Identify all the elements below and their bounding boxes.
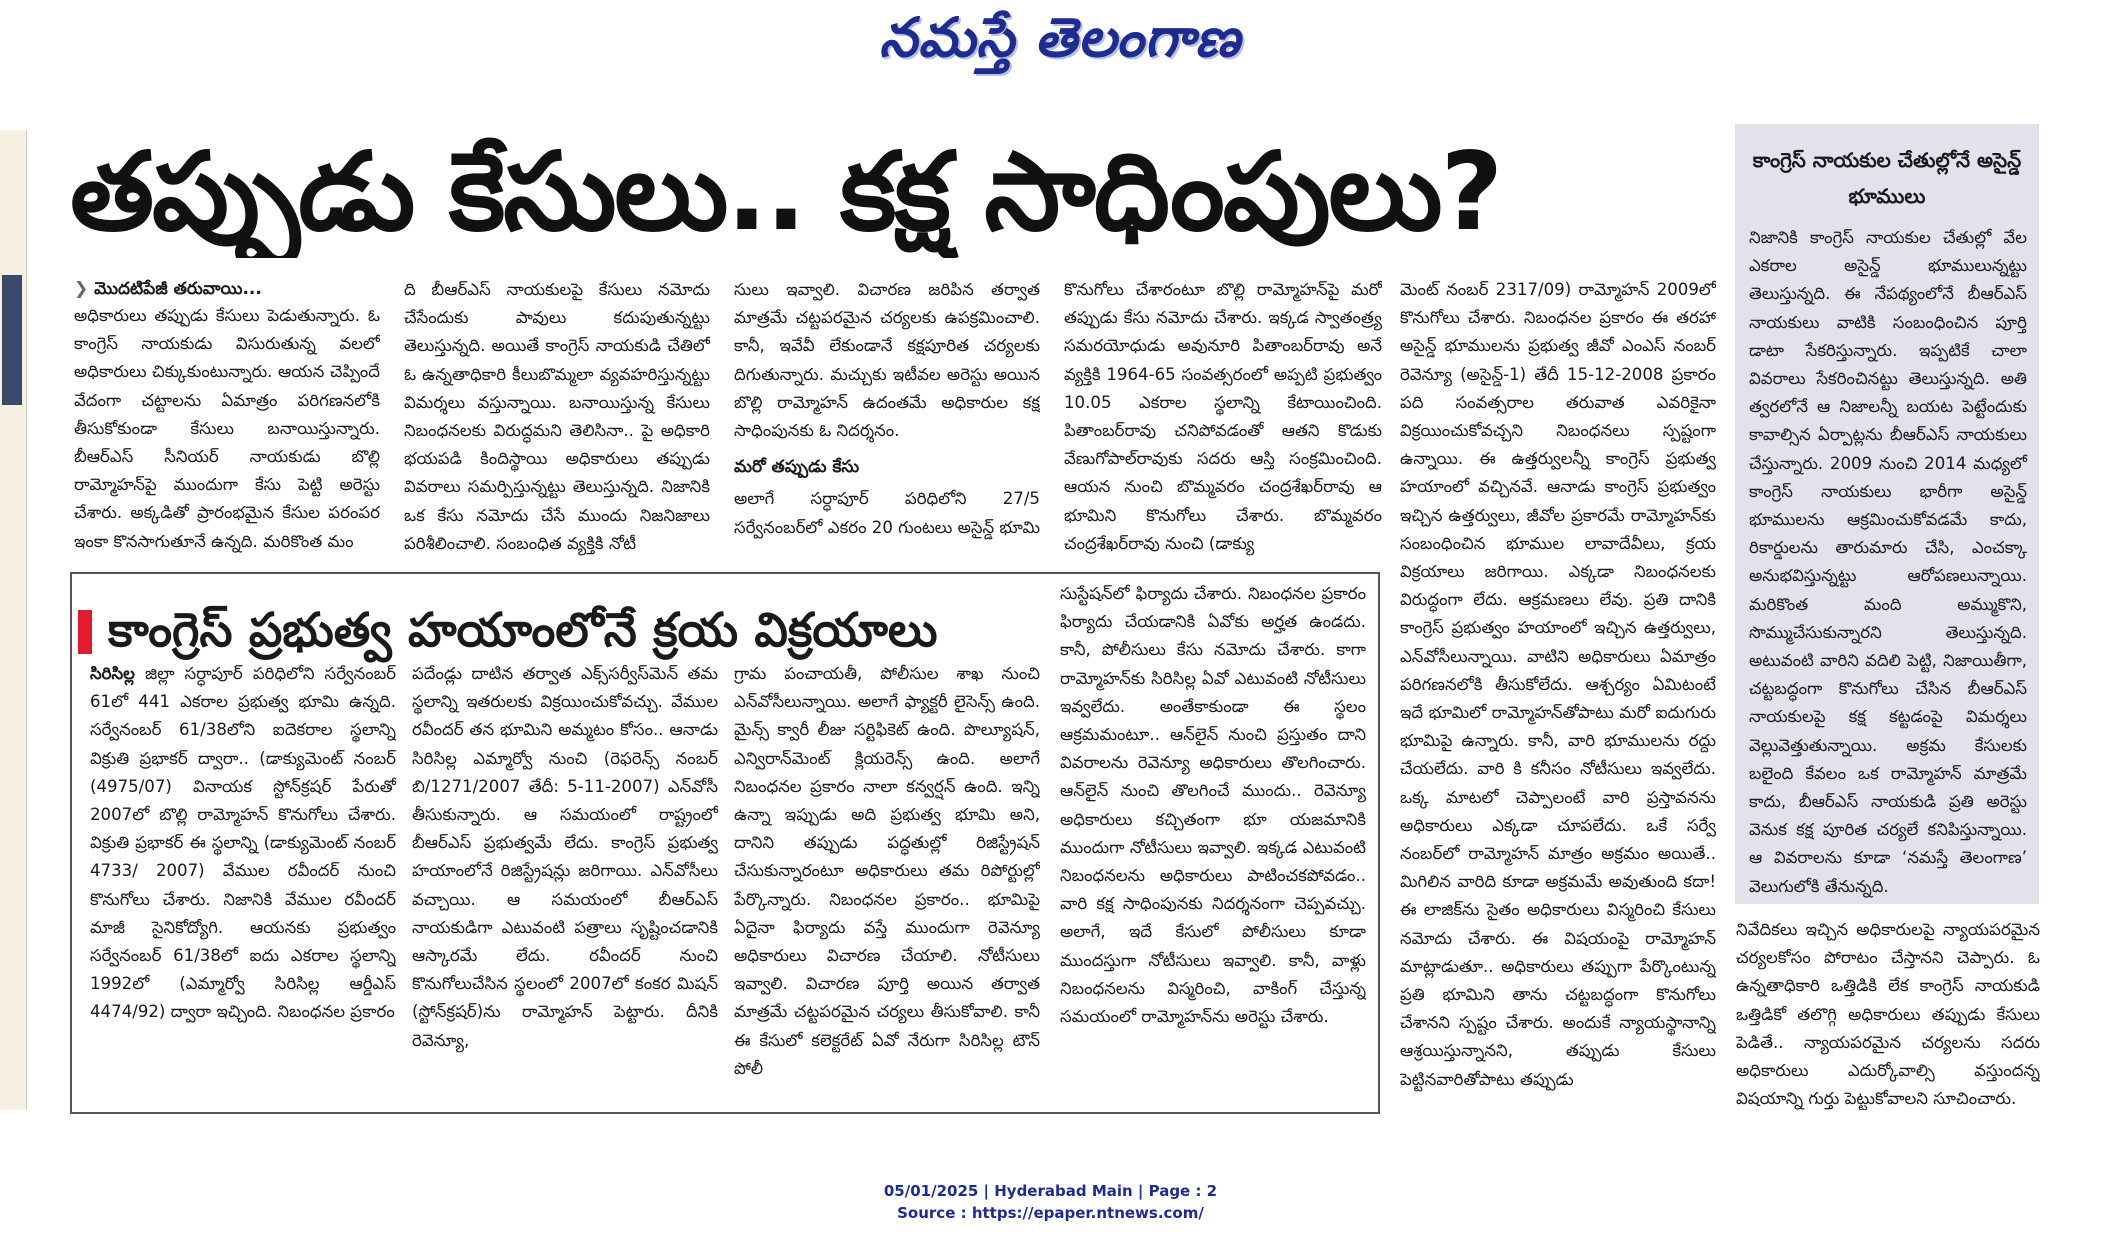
footer-date-line: 05/01/2025 | Hyderabad Main | Page : 2 (883, 1182, 1218, 1200)
footer-source-line: Source : https://epaper.ntnews.com/ (897, 1204, 1204, 1222)
box-column-2 (412, 660, 718, 1100)
box-text-1 (90, 660, 396, 1027)
box-text-4: సుస్టేషన్‌లో ఫిర్యాదు చేశారు. నిబంధనల ప్రకారం ఫిర్యాదు చేయడానికి ఏవోకు అర్హత ఉండదు. కానీ, పోలీసులు కేసు నమోదు చేశారు. కాగా రామ్మోహన్‌కు సిరిసిల్ల ఏవో ఎటువంటి నోటీసులు ఇవ్వలేదు. అంతేకాకుండా ఈ స్థలం ఆక్రమమంటూ.. ఆన్‌లైన్ నుంచి ప్రస్తుతం దాని వివరాలను రెవెన్యూ అధికారులు తొలగించారు. ఆన్‌లైన్ నుంచి తొలగించే ముందు.. రెవెన్యూ అధికారులు కచ్చితంగా భూ యజమానికి ముందుగా నోటీసులు ఇవ్వాలి. ఇక్కడ ఎటువంటి నిబంధనలను అధికారులు పాటించకపోవడం.. వారి కక్ష సాధింపునకు నిదర్శనంగా చెప్పవచ్చు. అలాగే, ఇదే కేసులో పోలీసులు కూడా ముందస్తుగా నోటీసులు ఇవ్వాలి. కానీ, వాళ్లు నిబంధనలను విస్మరించి, వాకింగ్ చేస్తున్న సమయంలో రామ్మోహన్‌ను అరెస్టు చేశారు. (1060, 584, 1366, 1027)
box-text-1-body: జిల్లా సర్ధాపూర్ పరిధిలోని సర్వేనంబర్ 61లో 441 ఎకరాల ప్రభుత్వ భూమి ఉన్నది. సర్వేనంబర్ 61/38లోని ఐదెకరాల స్థలాన్ని విక్రుతి ప్రభాకర్ ద్వారా.. (డాక్యుమెంట్ నంబర్ (4975/07) వినాయక స్టోన్‌క్రషర్ పేరుతో 2007లో బొల్లి రామ్మోహన్ కొనుగోలు చేశారు. విక్రుతి ప్రభాకర్ ఈ స్థలాన్ని (డాక్యుమెంట్ నంబర్ 4733/ 2007) వేముల రవీందర్ నుంచి కొనుగోలు చేశారు. నిజానికి వేముల రవీందర్ మాజీ సైనికోద్యోగి. ఆయనకు ప్రభుత్వం సర్వేనంబర్ 61/38లో ఐదు ఎకరాల స్థలాన్ని 1992లో (ఎమ్మార్వో సిరిసిల్ల ఆర్డీఎస్ 4474/92) ద్వారా ఇచ్చింది. నిబంధనల ప్రకారం (90, 664, 396, 1022)
left-edge-photo (2, 275, 22, 405)
left-edge-strip (0, 130, 27, 1110)
masthead-logo: నమస్తే తెలంగాణ (879, 5, 1241, 69)
jump-line: ❯ మొదటిపేజీ తరువాయి... (74, 276, 380, 302)
story-column-2 (404, 276, 710, 566)
subhead: మరో తప్పుడు కేసు (734, 457, 860, 478)
box-text-2: పదేండ్లు దాటిన తర్వాత ఎక్స్‌సర్వీస్‌మెన్ తమ స్థలాన్ని ఇతరులకు విక్రయించుకోవచ్చు. వేముల రవీందర్ తన భూమిని అమ్మటం కోసం.. ఆనాడు సిరిసిల్ల ఎమ్మార్వో నుంచి (రెఫరెన్స్ నంబర్ బి/1271/2007 తేదీ: 5-11-2007) ఎన్‌వోసీ తీసుకున్నారు. ఆ సమయంలో రాష్ట్రంలో బీఆర్ఎస్ ప్రభుత్వమే లేదు. కాంగ్రెస్ ప్రభుత్వ హయాంలోనే రిజిస్ట్రేషన్లు జరిగాయి. ఎన్‌వోసీలు వచ్చాయి. ఆ సమయంలో బీఆర్ఎస్ నాయకుడిగా ఎటువంటి పత్రాలు సృష్టించడానికి ఆస్కారమే లేదు. రవీందర్ నుంచి కొనుగోలుచేసిన స్థలంలో 2007లో కంకర మిషన్ (స్టోన్‌క్రషర్)ను రామ్మోహన్ పెట్టారు. దీనికి రెవెన్యూ, (412, 664, 718, 1050)
box-lead-word: సిరిసిల్ల (90, 664, 135, 683)
footer (0, 1180, 2101, 1224)
story-text-4: కొనుగోలు చేశారంటూ బొల్లి రామ్మోహన్‌పై మరో తప్పుడు కేసు నమోదు చేశారు. ఇక్కడ స్వాతంత్ర్య సమరయోధుడు అవునూరి పితాంబర్‌రావు అనే వ్యక్తికి 1964-65 సంవత్సరంలో అప్పటి ప్రభుత్వం 10.05 ఎకరాల స్థలాన్ని కేటాయించింది. పితాంబర్‌రావు చనిపోవడంతో ఆతని కొడుకు వేణుగోపాల్‌రావుకు సదరు ఆస్తి సంక్రమించింది. ఆయన నుంచి బొమ్మవరం చంద్రశేఖర్‌రావు ఆ భూమిని కొనుగోలు చేశారు. బొమ్మవరం చంద్రశేఖర్‌రావు నుంచి (డాక్యు (1064, 280, 1382, 553)
sidebar-title: కాంగ్రెస్ నాయకుల చేతుల్లోనే అసైన్డ్ భూములు (1752, 148, 2022, 208)
story-column-1 (74, 276, 380, 566)
sidebar-body: నిజానికి కాంగ్రెస్ నాయకుల చేతుల్లో వేల ఎకరాల అసైన్డ్ భూములున్నట్టు తెలుస్తున్నది. ఈ నేపథ్యంలోనే బీఆర్ఎస్ నాయకులు వాటికి సంబంధించిన పూర్తి డాటా సేకరిస్తున్నారు. ఇప్పటికే చాలా వివరాలు సేకరించినట్టు తెలుస్తున్నది. అతి త్వరలోనే ఆ నిజాలన్నీ బయట పెట్టేందుకు కావాల్సిన ఏర్పాట్లను బీఆర్ఎస్ నాయకులు చేస్తున్నారు. 2009 నుంచి 2014 మధ్యలో కాంగ్రెస్ నాయకులు భారీగా అసైన్డ్ భూములను ఆక్రమించుకోవడమే కాదు, రికార్డులను తారుమారు చేసి, ఎంచక్కా అనుభవిస్తున్నట్టు ఆరోపణలున్నాయి. మరికొంత మంది అమ్ముకొని, సొమ్ముచేసుకున్నారని తెలుస్తున్నది. అటువంటి వారిని వదిలి పెట్టి, నిజాయితీగా, చట్టబద్ధంగా కొనుగోలు చేసిన బీఆర్ఎస్ నాయకులపై కక్ష కట్టడంపై విమర్శలు వెల్లువెత్తుతున్నాయి. అక్రమ కేసులకు బలైంది కేవలం ఒక రామ్మోహన్ మాత్రమే కాదు, బీఆర్ఎస్ నాయకుడి ప్రతి అరెస్టు వెనుక కక్ష పూరిత చర్యలే కనిపిస్తున్నాయి. ఆ వివరాలను కూడా ‘నమస్తే తెలంగాణ’ వెలుగులోకి తేనున్నది. (1749, 228, 2027, 896)
story-text-3: సులు ఇవ్వాలి. విచారణ జరిపిన తర్వాత మాత్రమే చట్టపరమైన చర్యలకు ఉపక్రమించాలి. కానీ, ఇవేవీ లేకుండానే కక్షపూరిత చర్యలకు దిగుతున్నారు. మచ్చుకు ఇటీవల అరెస్టు అయిన బొల్లి రామ్మోహన్ ఉదంతమే అధికారుల కక్ష సాధింపునకు ఓ నిదర్శనం. (734, 280, 1040, 441)
box-column-1 (90, 660, 396, 1100)
headline: తప్పుడు కేసులు.. కక్ష సాధింపులు? (70, 130, 1502, 255)
accent-bar (78, 610, 92, 654)
masthead (800, 5, 1320, 80)
sidebar-box (1735, 124, 2039, 904)
story-text-3b: అలాగే సర్ధాపూర్ పరిధిలోని 27/5 సర్వేనంబర్‌లో ఎకరం 20 గుంటలు అసైన్డ్ భూమి (734, 489, 1040, 537)
story-column-4 (1064, 276, 1382, 566)
story-text-6: నివేదికలు ఇచ్చిన అధికారులపై న్యాయపరమైన చర్యలకోసం పోరాటం చేస్తానని చెప్పారు. ఓ ఉన్నతాధికారి ఒత్తిడికి లేక కాంగ్రెస్ నాయకుడి ఒత్తిడికో తలొగ్గి అధికారులు తప్పుడు కేసులు పెడితే.. న్యాయపరమైన చర్యలను సదరు అధికారులు ఎదుర్కోవాల్సి వస్తుందన్న విషయాన్ని గుర్తు పెట్టుకోవాలని సూచించారు. (1736, 920, 2040, 1109)
story-text-1: అధికారులు తప్పుడు కేసులు పెడుతున్నారు. ఓ కాంగ్రెస్ నాయకుడు విసురుతున్న వలలో అధికారులు చిక్కుకుంటున్నారు. ఆయన చెప్పిందే వేదంగా చట్టాలను ఏమాత్రం పరిగణనలోకి తీసుకోకుండా కేసులు బనాయిస్తున్నారు. బీఆర్ఎస్ సీనియర్ నాయకుడు బొల్లి రామ్మోహన్‌పై ముందుగా కేసు పెట్టి అరెస్టు చేశారు. అక్కడితో ప్రారంభమైన కేసుల పరంపర ఇంకా కొనసాగుతూనే ఉన్నది. మరికొంత మం (74, 306, 380, 551)
story-text-2: ది బీఆర్ఎస్ నాయకులపై కేసులు నమోదు చేసేందుకు పావులు కదుపుతున్నట్టు తెలుస్తున్నది. అయితే కాంగ్రెస్ నాయకుడి చేతిలో ఓ ఉన్నతాధికారి కీలుబొమ్మలా వ్యవహరిస్తున్నట్టు విమర్శలు వస్తున్నాయి. బనాయిస్తున్న కేసులు నిబంధనలకు విరుద్ధమని తెలిసినా.. పై అధికారి భయపడి కిందిస్థాయి అధికారులు తప్పుడు వివరాలు సమర్పిస్తున్నట్టు తెలుస్తున్నది. నిజానికి ఒక కేసు నమోదు చేసే ముందు నిజనిజాలు పరిశీలించాలి. సంబంధిత వ్యక్తికి నోటీ (404, 280, 710, 553)
box-text-3: గ్రామ పంచాయతీ, పోలీసుల శాఖ నుంచి ఎన్‌వోసీలున్నాయి. అలాగే ఫ్యాక్టరీ లైసెన్స్ ఉంది. మైన్స్ క్వారీ లీజు సర్టిఫికెట్ ఉంది. పొల్యూషన్, ఎన్విరాన్‌మెంట్ క్లియరెన్స్ ఉంది. అలాగే నిబంధనల ప్రకారం నాలా కన్వర్షన్ ఉంది. ఇన్ని ఉన్నా ఇప్పుడు అది ప్రభుత్వ భూమి అని, దానిని తప్పుడు పద్ధతుల్లో రిజిస్ట్రేషన్ చేసుకున్నారంటూ అధికారులు తమ రిపోర్టుల్లో పేర్కొన్నారు. నిబంధనల ప్రకారం.. భూమిపై ఏదైనా ఫిర్యాదు వస్తే ముందుగా రెవెన్యూ అధికారులు విచారణ చేయాలి. నోటీసులు ఇవ్వాలి. విచారణ పూర్తి అయిన తర్వాత మాత్రమే చట్టపరమైన చర్యలు తీసుకోవాలి. కానీ ఈ కేసులో కలెక్టరేట్ ఏవో నేరుగా సిరిసిల్ల టౌన్ పోలీ (734, 664, 1040, 1078)
box-column-3 (734, 660, 1040, 1100)
box-column-4 (1060, 580, 1366, 1100)
story-column-6-tail (1736, 916, 2040, 1110)
story-column-5 (1400, 276, 1716, 1110)
box-title: కాంగ్రెస్ ప్రభుత్వ హయాంలోనే క్రయ విక్రయాలు (108, 603, 938, 658)
story-text-5: మెంట్ నంబర్ 2317/09) రామ్మోహన్ 2009లో కొనుగోలు చేశారు. నిబంధనల ప్రకారం ఈ తరహా అసైన్డ్ భూములను ప్రభుత్వ జీవో ఎంఎస్ నంబర్ రెవెన్యూ (అసైన్డ్-1) తేదీ 15-12-2008 ప్రకారం పది సంవత్సరాల తరువాత ఎవరికైనా విక్రయించుకోవచ్చని నిబంధనలు స్పష్టంగా ఉన్నాయి. ఈ ఉత్తర్వులన్నీ కాంగ్రెస్ ప్రభుత్వ హయాంలో వచ్చినవే. ఆనాడు కాంగ్రెస్ ప్రభుత్వం ఇచ్చిన ఉత్తర్వులు, జీవోల ప్రకారమే రామ్మోహన్‌కు సంబంధించిన భూముల లావాదేవీలు, క్రయ విక్రయాలు జరిగాయి. ఎక్కడా నిబంధనలకు విరుద్ధంగా లేదు. ఆక్రమణలు లేవు. ప్రతి దానికి కాంగ్రెస్ ప్రభుత్వం హయాంలో ఇచ్చిన ఉత్తర్వులు, ఎన్‌వోసీలున్నాయి. వాటిని అధికారులు ఏమాత్రం పరిగణనలోకి తీసుకోలేదు. ఆశ్చర్యం ఏమిటంటే ఇదే భూమిలో రామ్మోహన్‌తోపాటు మరో ఐదుగురు భూమిపై ఉన్నారు. కానీ, వారి భూములను రద్దు చేయలేదు. వారి కి కనీసం నోటీసులు ఇవ్వలేదు. ఒక్క మాటలో చెప్పాలంటే వారి ప్రస్తావనను అధికారులు ఎక్కడా చూపలేదు. ఒకే సర్వే నంబర్‌లో రామ్మోహన్ మాత్రం అక్రమం అయితే.. మిగిలిన వారిది కూడా అక్రమమే అవుతుంది కదా! ఈ లాజిక్‌ను సైతం అధికారులు విస్మరించి కేసులు నమోదు చేశారు. ఈ విషయంపై రామ్మోహన్ మాట్లాడుతూ.. అధికారులు తప్పుగా పేర్కొంటున్న ప్రతి భూమిని తాను చట్టబద్ధంగా కొనుగోలు చేశానని స్పష్టం చేశారు. అందుకే న్యాయస్థానాన్ని ఆశ్రయిస్తున్నానని, తప్పుడు కేసులు పెట్టినవారితోపాటు తప్పుడు (1400, 280, 1716, 1089)
story-column-3 (734, 276, 1040, 566)
